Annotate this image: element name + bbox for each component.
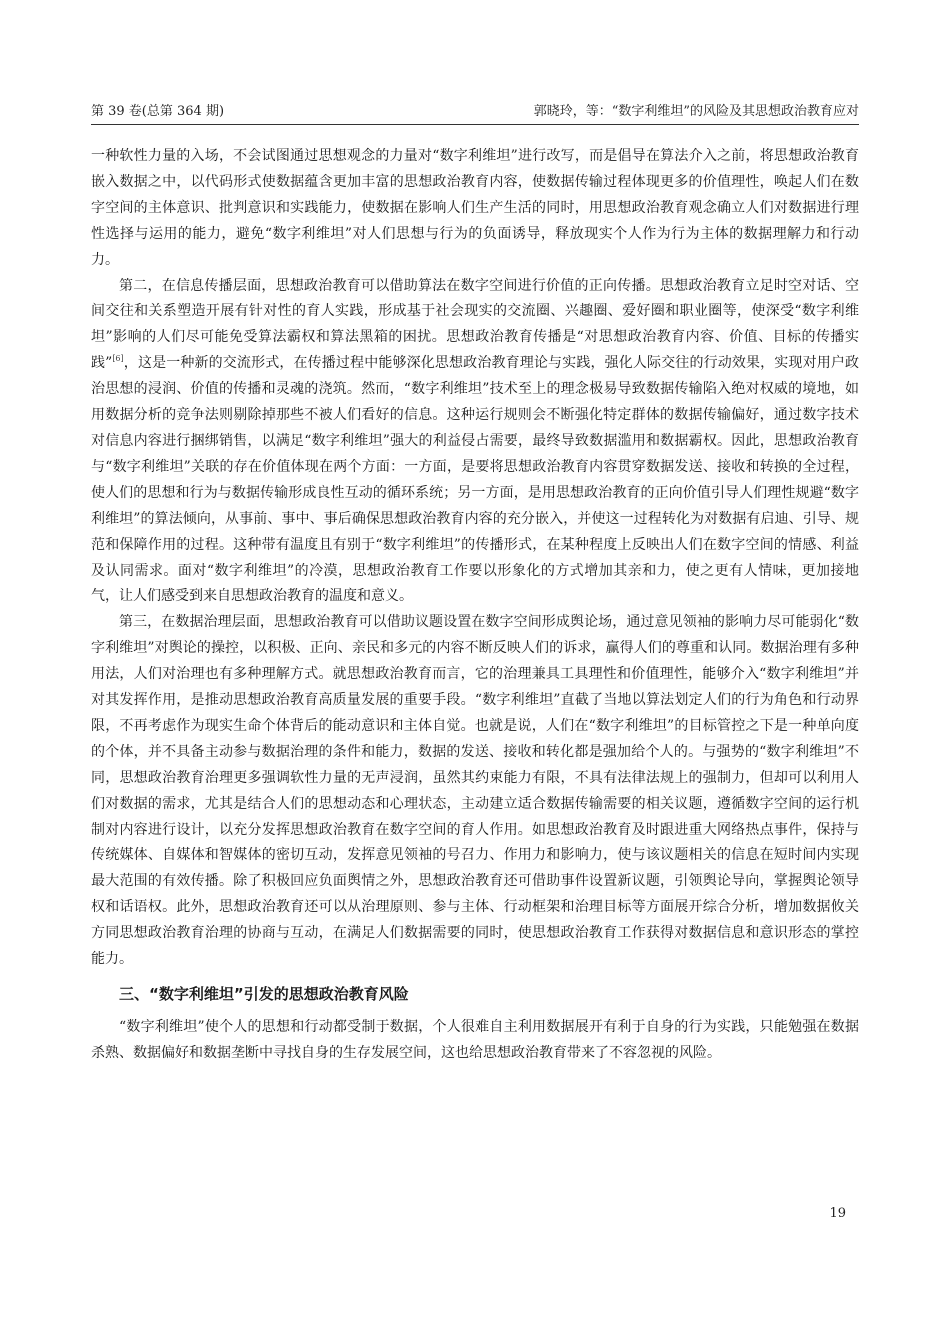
page-number: 19 [829, 1206, 846, 1221]
paragraph-text: 第二，在信息传播层面，思想政治教育可以借助算法在数字空间进行价值的正向传播。思想政治教育立足时空对话、空间交往和关系塑造开展有针对性的育人实践，形成基于社会现实的交流圈、兴趣圈、爱好圈和职业圈等，使深受“数字利维坦”影响的人们尽可能免受算法霸权和算法黑箱的困扰。思想政治教育传播是“对思想政治教育内容、价值、目标的传播实践” [91, 277, 859, 372]
paragraph-data-governance: 第三，在数据治理层面，思想政治教育可以借助议题设置在数字空间形成舆论场，通过意见领袖的影响力尽可能弱化“数字利维坦”对舆论的操控，以积极、正向、亲民和多元的内容不断反映人们的诉求，赢得人们的尊重和认同。数据治理有多种用法，人们对治理也有多种理解方式。就思想政治教育而言，它的治理兼具工具理性和价值理性，能够介入“数字利维坦”并对其发挥作用，是推动思想政治教育高质量发展的重要手段。“数字利维坦”直截了当地以算法划定人们的行为角色和行动界限，不再考虑作为现实生命个体背后的能动意识和主体自觉。也就是说，人们在“数字利维坦”的目标管控之下是一种单向度的个体，并不具备主动参与数据治理的条件和能力，数据的发送、接收和转化都是强加给个人的。与强势的“数字利维坦”不同，思想政治教育治理更多强调软性力量的无声浸润，虽然其约束能力有限，不具有法律法规上的强制力，但却可以利用人们对数据的需求，尤其是结合人们的思想动态和心理状态，主动建立适合数据传输需要的相关议题，遵循数字空间的运行机制对内容进行设计，以充分发挥思想政治教育在数字空间的育人作用。如思想政治教育及时跟进重大网络热点事件，保持与传统媒体、自媒体和智媒体的密切互动，发挥意见领袖的号召力、作用力和影响力，使与该议题相关的信息在短时间内实现最大范围的有效传播。除了积极回应负面舆情之外，思想政治教育还可借助事件设置新议题，引领舆论导向，掌握舆论领导权和话语权。此外，思想政治教育还可以从治理原则、参与主体、行动框架和治理目标等方面展开综合分析，增加数据攸关方同思想政治教育治理的协商与互动，在满足人们数据需要的同时，使思想政治教育工作获得对数据信息和意识形态的掌控能力。 [91, 614, 859, 968]
section-heading: 三、“数字利维坦”引发的思想政治教育风险 [119, 985, 409, 1003]
paragraph-information-dissemination [91, 274, 859, 611]
citation-marker: [6] [112, 354, 124, 364]
header-divider [91, 124, 859, 125]
paragraph-text: ，这是一种新的交流形式，在传播过程中能够深化思想政治教育理论与实践，强化人际交往的行动效果，实现对用户政治思想的浸润、价值的传播和灵魂的浇筑。然而，“数字利维坦”技术至上的理念极易导致数据传输陷入绝对权威的境地，如用数据分析的竞争法则剔除掉那些不被人们看好的信息。这种运行规则会不断强化特定群体的数据传输偏好，通过数字技术对信息内容进行捆绑销售，以满足“数字利维坦”强大的利益侵占需要，最终导致数据滥用和数据霸权。因此，思想政治教育与“数字利维坦”关联的存在价值体现在两个方面：一方面，是要将思想政治教育内容贯穿数据发送、接收和转换的全过程，使人们的思想和行为与数据传输形成良性互动的循环系统；另一方面，是用思想政治教育的正向价值引导人们理性规避“数字利维坦”的算法倾向，从事前、事中、事后确保思想政治教育内容的充分嵌入，并使这一过程转化为对数据有启迪、引导、规范和保障作用的过程。这种带有温度且有别于“数字利维坦”的传播形式，在某种程度上反映出人们在数字空间的情感、利益及认同需求。面对“数字利维坦”的冷漠，思想政治教育工作要以形象化的方式增加其亲和力，使之更有人情味，更加接地气，让人们感受到来自思想政治教育的温度和意义。 [91, 355, 859, 605]
paragraph-continued: 一种软性力量的入场，不会试图通过思想观念的力量对“数字利维坦”进行改写，而是倡导在算法介入之前，将思想政治教育嵌入数据之中，以代码形式使数据蕴含更加丰富的思想政治教育内容，使数据传输过程体现更多的价值理性，唤起人们在数字空间的主体意识、批判意识和实践能力，使数据在影响人们生产生活的同时，用思想政治教育观念确立人们对数据进行理性选择与运用的能力，避免“数字利维坦”对人们思想与行为的负面诱导，释放现实个人作为行为主体的数据理解力和行动力。 [91, 148, 859, 268]
running-header [91, 100, 859, 120]
journal-volume-label: 第 39 卷(总第 364 期) [91, 104, 225, 119]
paragraph-section-intro: “数字利维坦”使个人的思想和行动都受制于数据，个人很难自主利用数据展开有利于自身的行为实践，只能勉强在数据杀熟、数据偏好和数据垄断中寻找自身的生存发展空间，这也给思想政治教育带来了不容忽视的风险。 [91, 1019, 859, 1061]
article-running-title: 郭晓玲，等：“数字利维坦”的风险及其思想政治教育应对 [533, 104, 859, 119]
article-body [91, 144, 859, 1067]
